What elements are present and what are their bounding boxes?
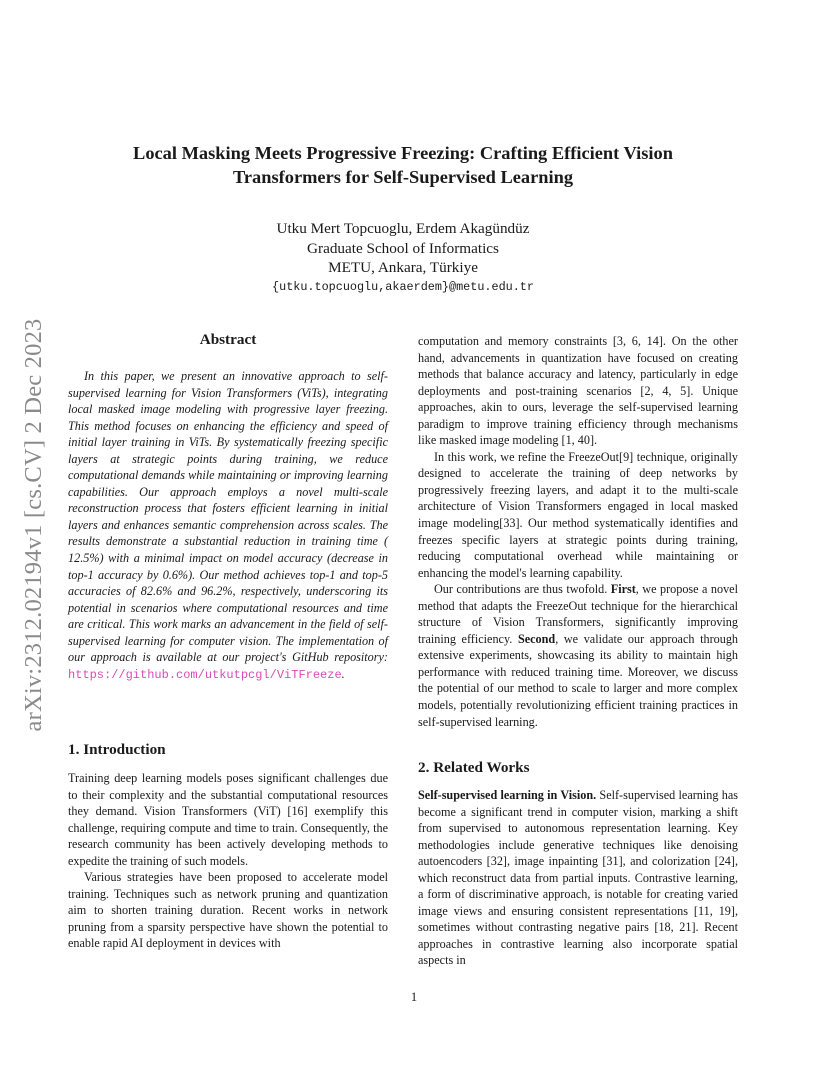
paper-title [90, 141, 716, 189]
github-link[interactable]: https://github.com/utkutpcgl/ViTFreeze [68, 667, 342, 682]
right-paragraph-3 [418, 581, 738, 730]
intro-paragraph-1: Training deep learning models poses significant challenges due to their complexity and the substantial computational resources they demand. Vision Transformers (ViT) [16] exemplify this challenge, requiring compute and time to train. Consequently, the research community has been actively developing methods to expedite the training of such models. [68, 771, 388, 868]
contrib-first-text: , we propose a novel method that adapts the FreezeOut technique for the hierarchical structure of Vision Transformers, significantly improving training efficiency. [418, 582, 738, 646]
page-number: 1 [410, 990, 418, 1004]
author-email: {utku.topcuoglu,akaerdem}@metu.edu.tr [272, 279, 534, 294]
contrib-second-text: , we validate our approach through extensive experiments, showcasing its ability to maintain high performance with reduced training time. Moreover, we discuss the potential of our method to scale to larger and more complex models, potentially revolutionizing efficient training practices in self-supervised learning. [418, 631, 739, 729]
arxiv-id: arXiv:2312.02194v1 [cs.CV] 2 Dec 2023 [20, 318, 47, 732]
title-line-1: Local Masking Meets Progressive Freezing: Crafting Efficient Vision [133, 143, 673, 163]
right-paragraph-1: computation and memory constraints [3, 6, 14]. On the other hand, advancements in quantization have focused on creating methods that balance accuracy and latency, particularly in edge deployments and post-training scenarios [2, 4, 5]. Unique approaches, akin to ours, leverage the self-supervised learning paradigm to improve training efficiency through mechanisms like masked image modeling [1, 40]. [418, 334, 738, 448]
author-location: METU, Ankara, Türkiye [328, 259, 478, 276]
title-line-2: Transformers for Self-Supervised Learning [232, 167, 574, 187]
intro-paragraph-2: Various strategies have been proposed to accelerate model training. Techniques such as network pruning and quantization aim to shorten training duration. Recent works in network pruning from a sparsity perspective have shown the potential to enable rapid AI deployment in devices with [68, 870, 388, 951]
arxiv-sidebar-stamp [14, 290, 54, 760]
related-heading: 2. Related Works [418, 759, 530, 776]
intro-heading: 1. Introduction [68, 741, 166, 758]
right-paragraph-2: In this work, we refine the FreezeOut[9] technique, originally designed to accelerate the training of deep networks by progressively freezing layers, and adapt it to the multi-scale architecture of Vision Transformers engaged in local masked image modeling[33]. Our method systematically identifies and freezes specific layers at strategic points during training, reducing computational overhead while maintaining or enhancing the model's learning capability. [418, 449, 738, 580]
related-text: Self-supervised learning has become a significant trend in computer vision, marking a shift from supervised to autonomous representation learning. Key methodologies include generative techniques like denoising autoencoders [32], image inpainting [31], and colorization [24], which reconstruct data from partial inputs. Contrastive learning, a form of discriminative approach, is notable for creating varied image views and ensuring consistent representations [11, 19], sometimes without contrasting negative pairs [18, 21]. Recent approaches in contrastive learning also incorporate spatial aspects in [418, 788, 738, 968]
intro-body [68, 770, 388, 952]
related-body [418, 787, 738, 969]
related-bold-lead: Self-supervised learning in Vision. [418, 788, 597, 802]
abstract-end: . [341, 666, 345, 681]
right-column-body [418, 333, 738, 730]
contrib-second-label: Second [517, 631, 556, 646]
contrib-first-label: First [610, 582, 636, 597]
author-names: Utku Mert Topcuoglu, Erdem Akagündüz [276, 220, 530, 237]
abstract-heading: Abstract [199, 331, 257, 348]
abstract-body [68, 368, 388, 683]
author-block [90, 219, 716, 297]
abstract-text: In this paper, we present an innovative approach to self-supervised learning for Vision Transformers (ViTs), integrating local masked image modeling with progressive layer freezing. This method focuses on enhancing the efficiency and speed of initial layer training in ViTs. By systematically freezing specific layers at strategic points during training, we reduce computational demands while maintaining or improving learning capabilities. Our approach employs a novel multi-scale reconstruction process that fosters efficient learning in initial layers and enhances semantic comprehension across scales. The results demonstrate a substantial reduction in training time ( 12.5%) with a minimal impact on model accuracy (decrease in top-1 accuracy by 0.6%). Our method achieves top-1 and top-5 accuracies of 82.6% and 96.2%, respectively, underscoring its potential in scenarios where computational resources and time are critical. This work marks an advancement in the field of self-supervised learning for computer vision. The implementation of our approach is available at our project's GitHub repository: [68, 369, 388, 665]
contrib-intro: Our contributions are thus twofold. [434, 582, 608, 597]
author-affiliation: Graduate School of Informatics [307, 239, 499, 257]
